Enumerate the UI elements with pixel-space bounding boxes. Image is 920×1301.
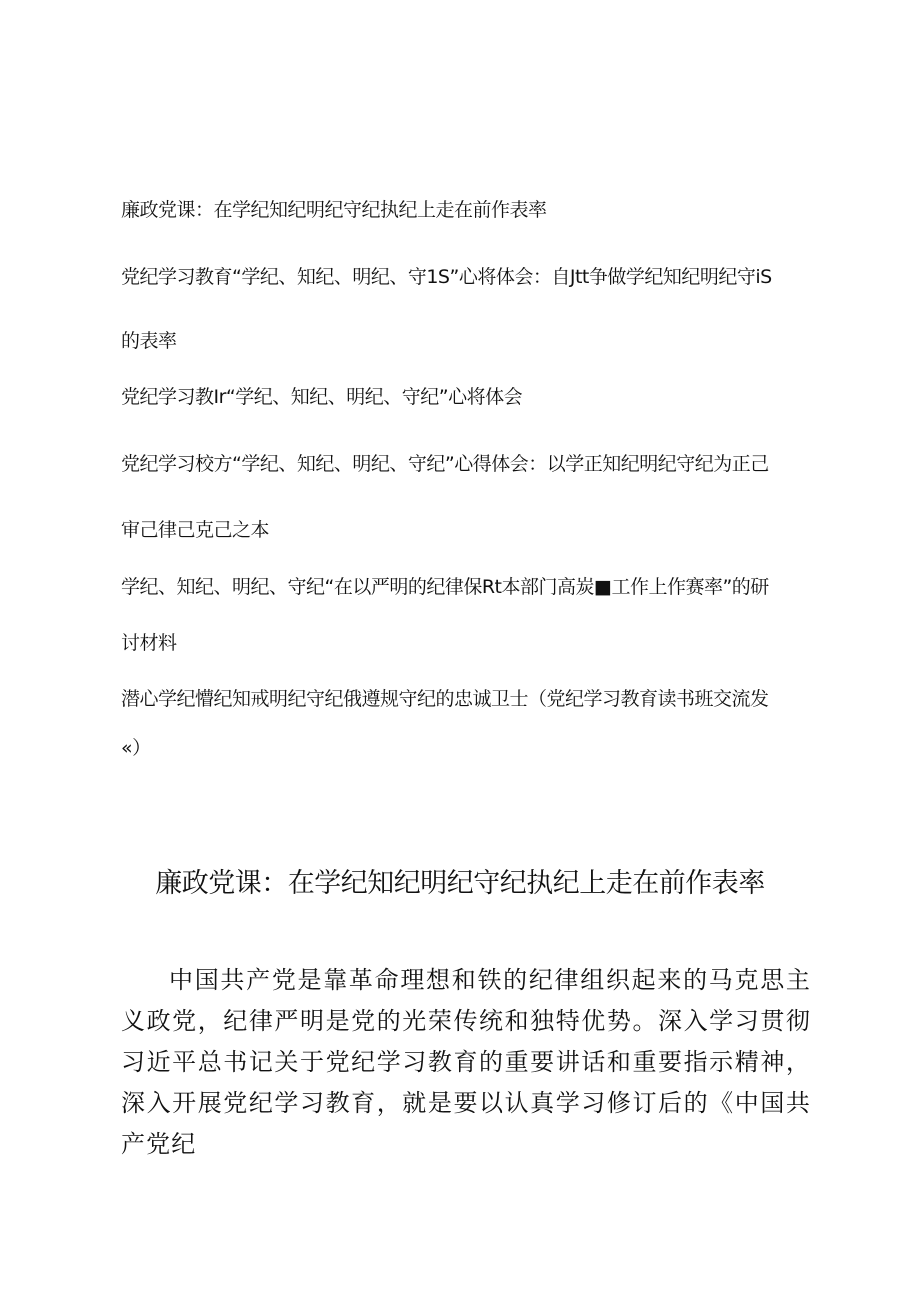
toc-line: 讨材料 — [121, 632, 177, 654]
toc-line: 党纪学习教育“学纪、知纪、明纪、守1S”心将体会：自Jtt争做学纪知纪明纪守iS — [121, 266, 772, 288]
toc-line: 党纪学习校方“学纪、知纪、明纪、守纪”心得体会：以学正知纪明纪守纪为正己 — [121, 453, 769, 475]
toc-line: 学纪、知纪、明纪、守纪“在以严明的纪律保Rt本部门高炭■工作上作赛率”的研 — [121, 576, 769, 598]
toc-line: 审己律己克己之本 — [121, 519, 270, 541]
body-paragraph: 中国共产党是靠革命理想和铁的纪律组织起来的马克思主义政党，纪律严明是党的光荣传统和独特优势。深入学习贯彻习近平总书记关于党纪学习教育的重要讲话和重要指示精神，深入开展党纪学习教育，就是要以认真学习修订后的《中国共产党纪 — [121, 966, 811, 1158]
toc-line: 党纪学习教Ir“学纪、知纪、明纪、守纪”心将体会 — [121, 386, 523, 408]
toc-line: 廉政党课：在学纪知纪明纪守纪执纪上走在前作表率 — [121, 199, 547, 221]
toc-line: 的表率 — [121, 330, 177, 352]
toc-line: 潜心学纪懵纪知戒明纪守纪俄遵规守纪的忠诚卫士（党纪学习教育读书班交流发 — [121, 688, 769, 710]
toc-line: «） — [121, 737, 151, 759]
page-title: 廉政党课：在学纪知纪明纪守纪执纪上走在前作表率 — [155, 868, 765, 899]
